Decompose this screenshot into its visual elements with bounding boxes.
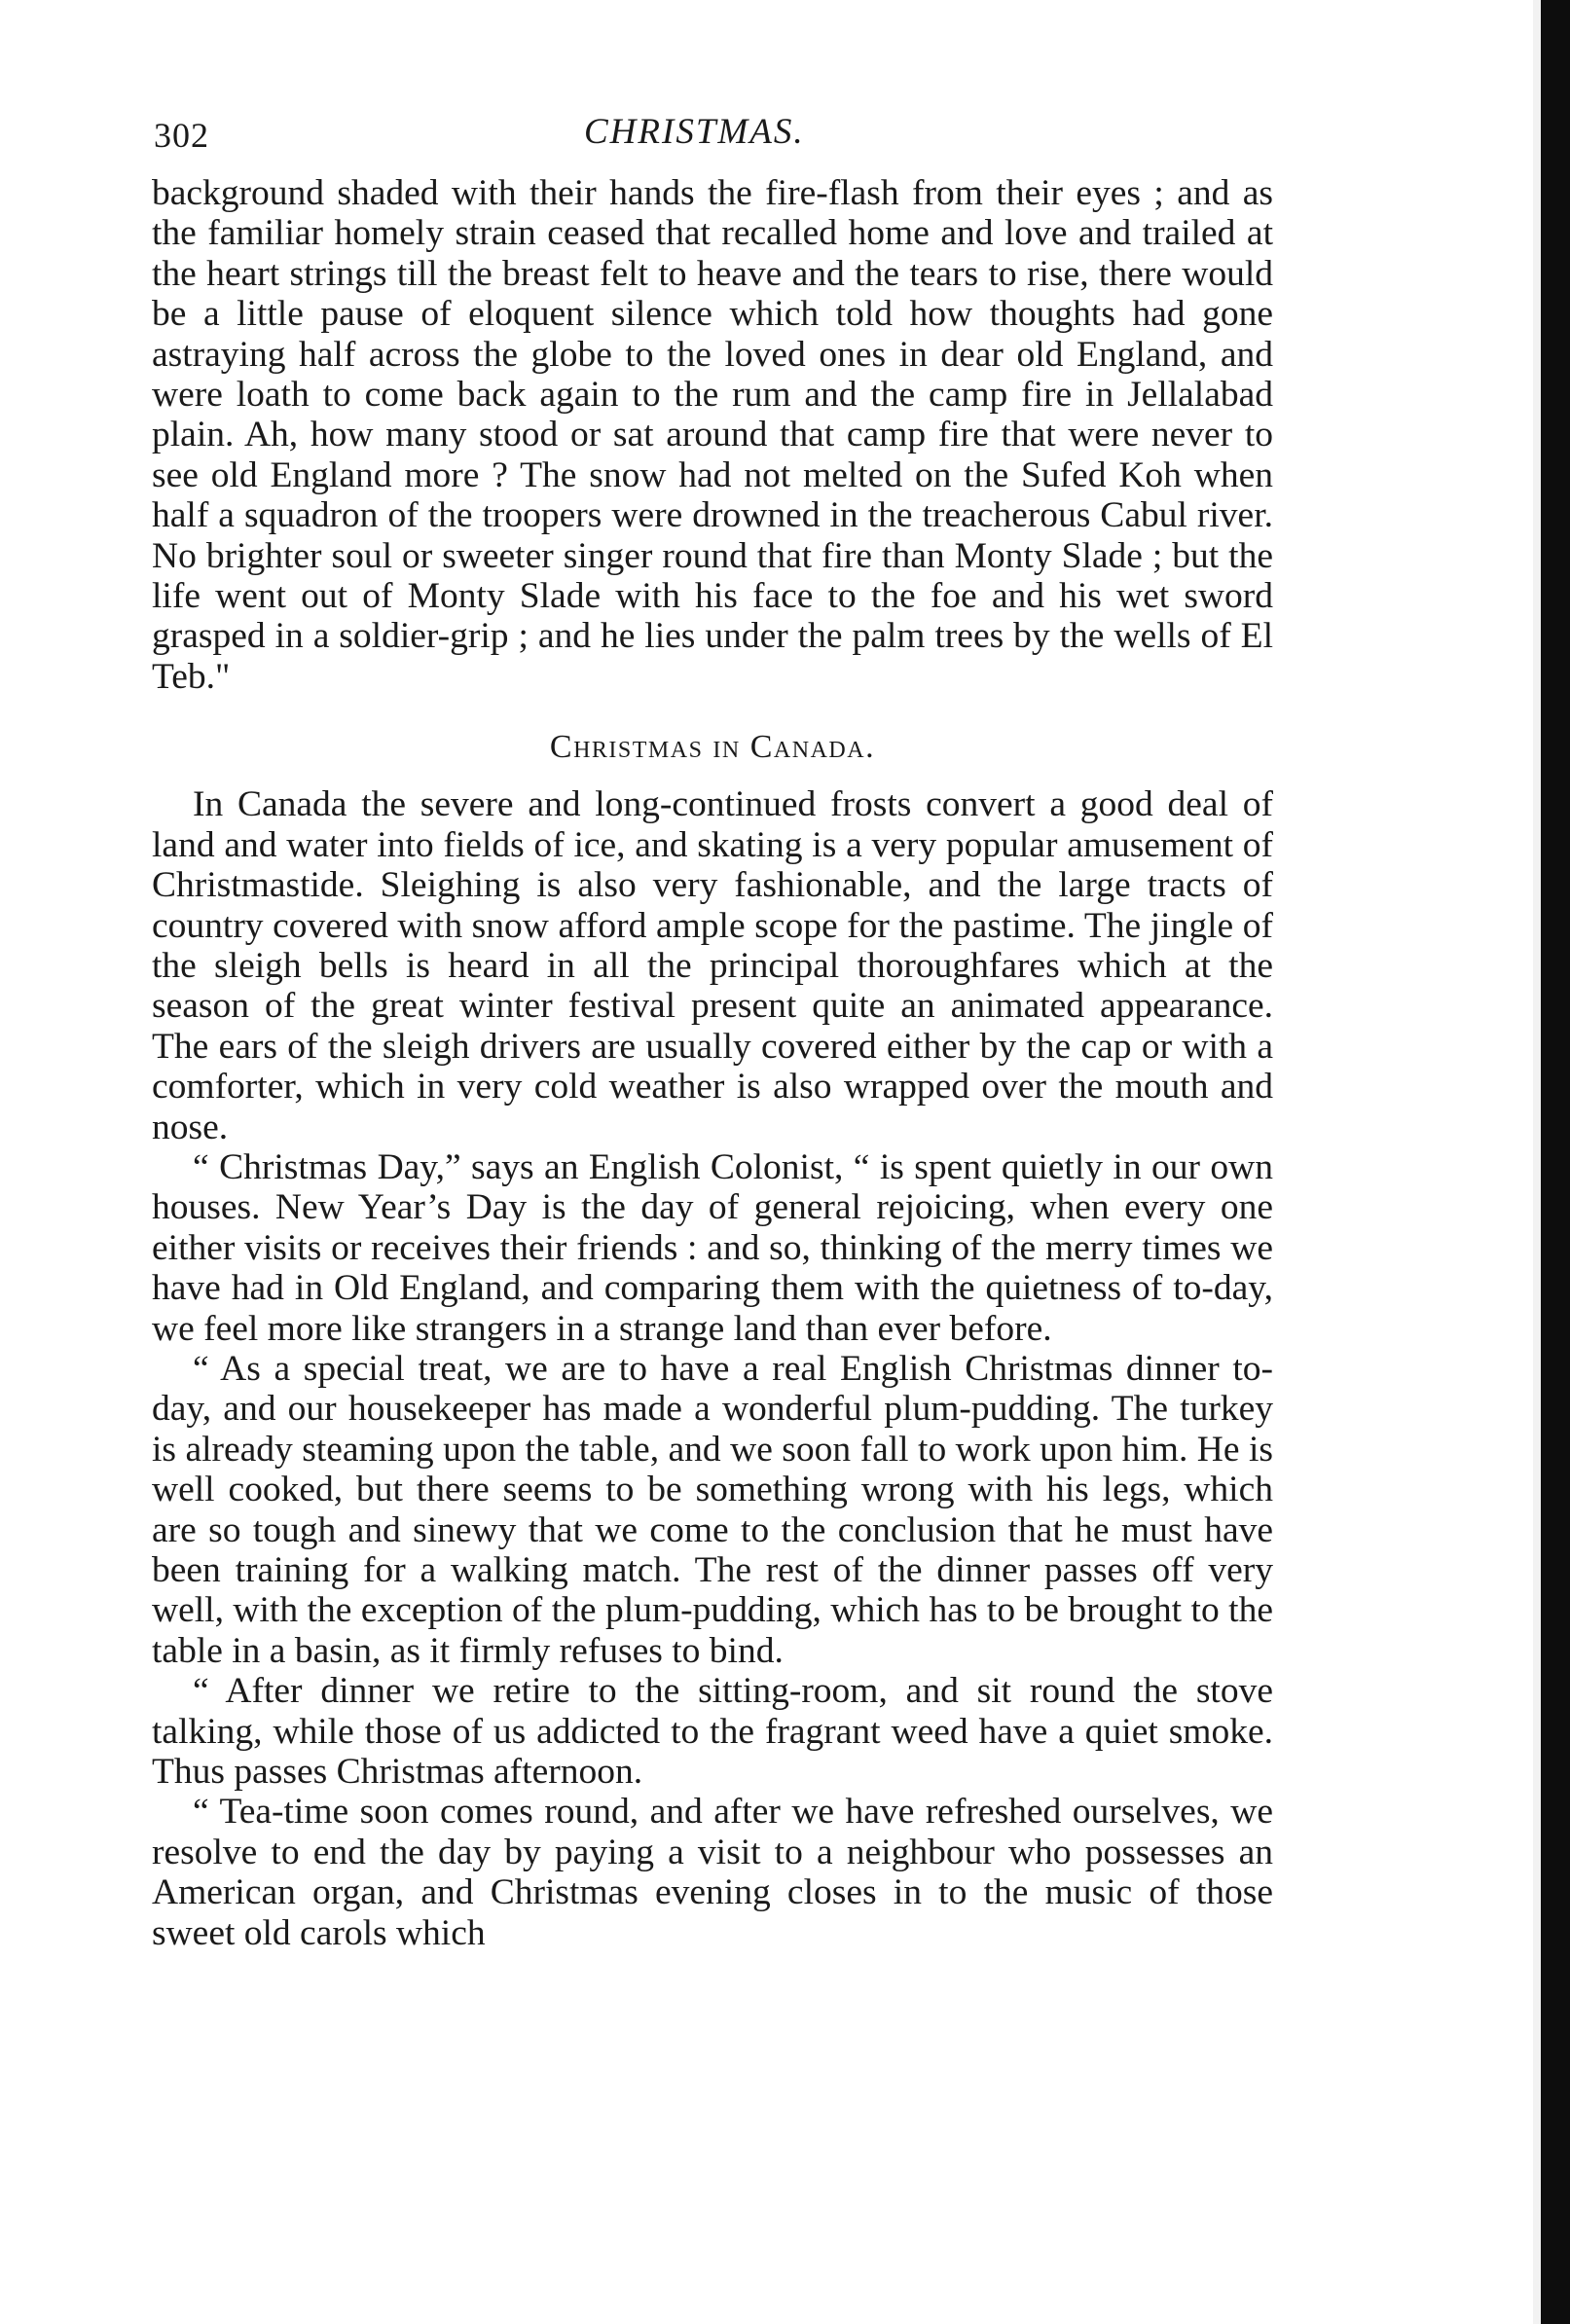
continued-paragraph: background shaded with their hands the fire-flash from their eyes ; and as the familiar homely strain ceased that recalled home and love and trailed at the heart strings till the breast felt to heave and the tears to rise, there would be a little pause of eloquent silence which told how thoughts had gone astraying half across the globe to the loved ones in dear old England, and were loath to come back again to the rum and the camp fire in Jellalabad plain. Ah, how many stood or sat around that camp fire that were never to see old England more ? The snow had not melted on the Sufed Koh when half a squadron of the troopers were drowned in the treacherous Cabul river. No brighter soul or sweeter singer round that fire than Monty Slade ; but the life went out of Monty Slade with his face to the foe and his wet sword grasped in a soldier-grip ; and he lies under the palm trees by the wells of El Teb." [152,173,1273,697]
body-paragraph: “ As a special treat, we are to have a real English Christmas dinner to-day, and our housekeeper has made a wonderful plum-pudding. The turkey is already steaming upon the table, and we soon fall to work upon him. He is well cooked, but there seems to be something wrong with his legs, which are so tough and sinewy that we come to the conclusion that he must have been training for a walking match. The rest of the dinner passes off very well, with the exception of the plum-pudding, which has to be brought to the table in a basin, as it firmly refuses to bind. [152,1348,1273,1671]
page-gutter [1533,0,1541,2324]
text-column [152,173,1273,1953]
binding-edge [1541,0,1570,2324]
body-paragraph: In Canada the severe and long-continued frosts convert a good deal of land and water into fields of ice, and skating is a very popular amusement of Christmastide. Sleighing is also very fashionable, and the large tracts of country covered with snow afford ample scope for the pastime. The jingle of the sleigh bells is heard in all the principal thoroughfares which at the season of the great winter festival present quite an animated appearance. The ears of the sleigh drivers are usually covered either by the cap or with a comforter, which in very cold weather is also wrapped over the mouth and nose. [152,784,1273,1147]
body-paragraph: “ Tea-time soon comes round, and after we have refreshed ourselves, we resolve to end the day by paying a visit to a neighbour who possesses an American organ, and Christmas evening closes in to the music of those sweet old carols which [152,1792,1273,1953]
section-heading: Christmas in Canada. [549,729,876,766]
body-paragraph: “ After dinner we retire to the sitting-room, and sit round the stove talking, while those of us addicted to the fragrant weed have a quiet smoke. Thus passes Christmas afternoon. [152,1671,1273,1793]
page-number: 302 [154,116,209,155]
body-paragraph: “ Christmas Day,” says an English Colonist, “ is spent quietly in our own houses. New Year’s Day is the day of general rejoicing, when every one either visits or receives their friends : and so, thinking of the merry times we have had in Old England, and comparing them with the quietness of to-day, we feel more like strangers in a strange land than ever before. [152,1146,1273,1349]
running-title: CHRISTMAS. [584,112,805,152]
